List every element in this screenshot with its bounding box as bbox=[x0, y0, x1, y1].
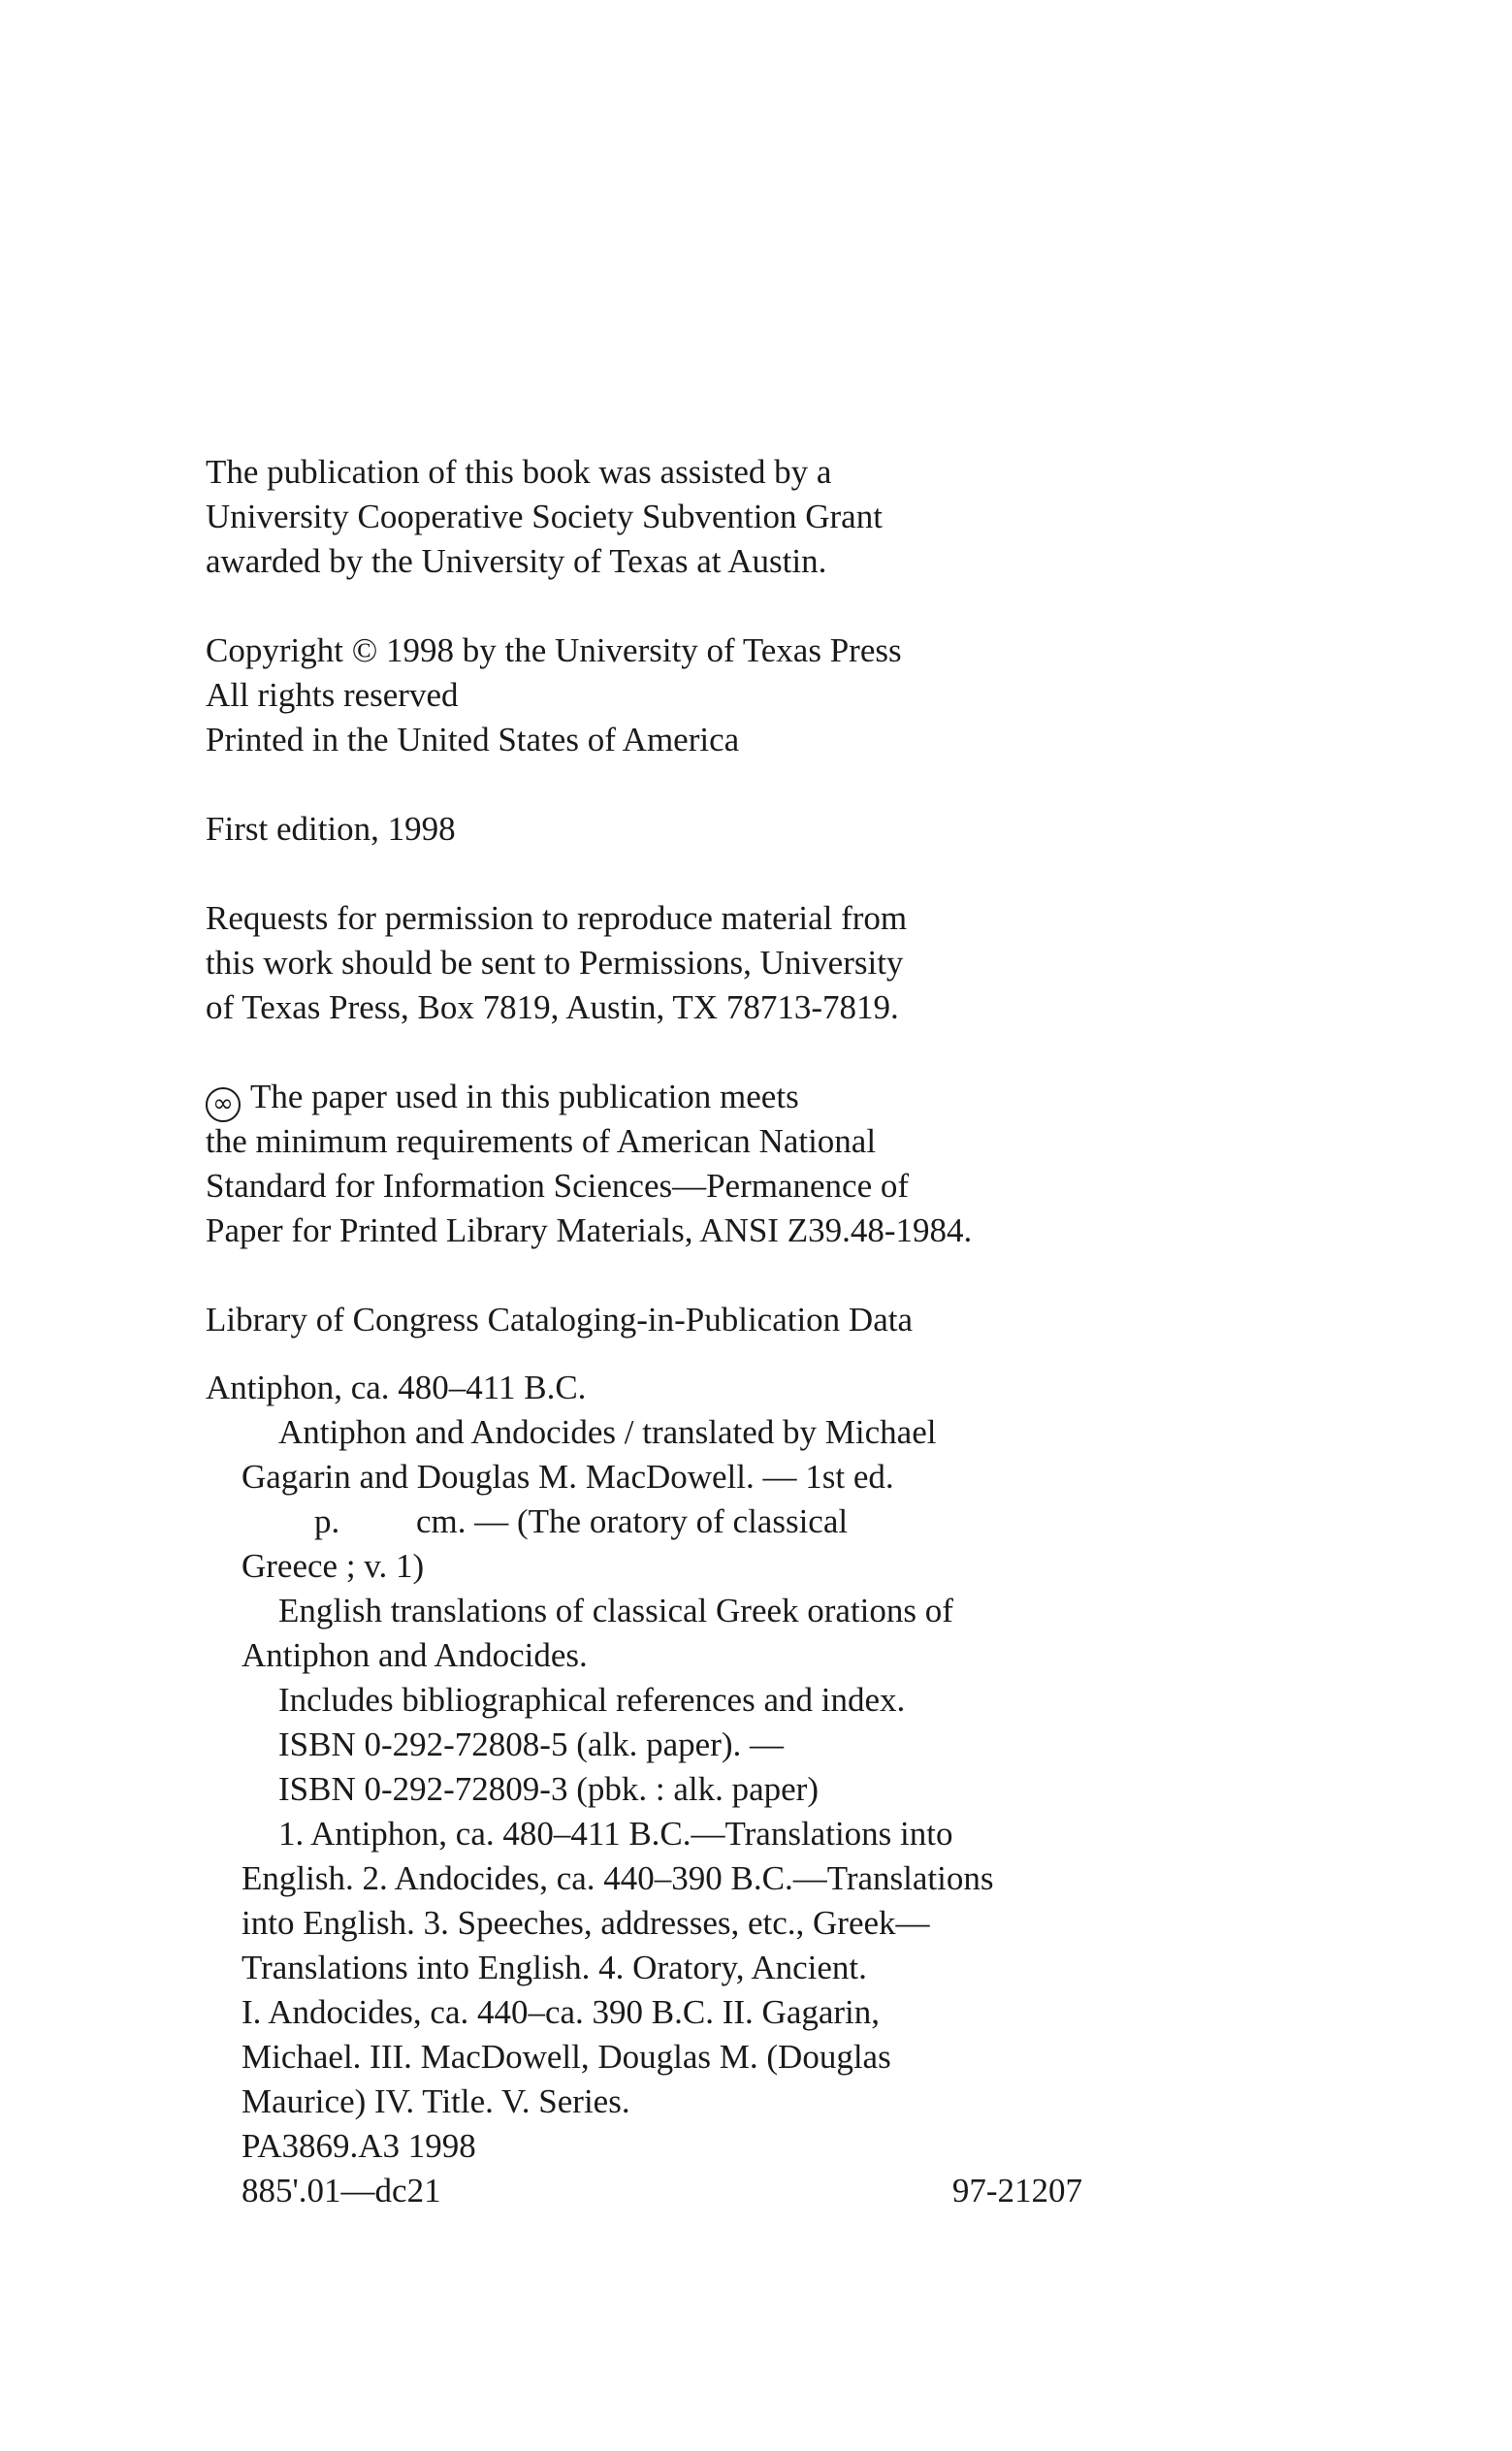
cip-heading: Library of Congress Cataloging-in-Publication Data bbox=[206, 1301, 914, 1338]
cip-subject: English. 2. Andocides, ca. 440–390 B.C.—Translations bbox=[241, 1859, 994, 1897]
infinity-symbol-icon: ∞ bbox=[206, 1087, 241, 1122]
cip-physical bbox=[206, 1500, 1292, 1544]
cip-note: English translations of classical Greek orations of bbox=[278, 1592, 953, 1629]
cip-subject: 1. Antiphon, ca. 480–411 B.C.—Translations into bbox=[278, 1815, 953, 1853]
grant-notice bbox=[206, 450, 1292, 584]
copyright-page bbox=[206, 450, 1292, 2213]
cip-physical-p: p. bbox=[314, 1502, 340, 1540]
cip-subject: Maurice) IV. Title. V. Series. bbox=[241, 2082, 630, 2120]
permissions-block bbox=[206, 896, 1292, 1030]
edition-line: First edition, 1998 bbox=[206, 810, 456, 848]
cip-subject: Translations into English. 4. Oratory, Ancient. bbox=[241, 1949, 867, 1986]
paper-notice-line: The paper used in this publication meets bbox=[250, 1078, 799, 1115]
cip-bibliography: Includes bibliographical references and index. bbox=[278, 1681, 906, 1719]
permissions-line: Requests for permission to reproduce material from bbox=[206, 899, 908, 937]
permissions-line: of Texas Press, Box 7819, Austin, TX 78713-7819. bbox=[206, 988, 899, 1026]
paper-notice bbox=[206, 1075, 1292, 1253]
cip-subject: I. Andocides, ca. 440–ca. 390 B.C. II. Gagarin, bbox=[241, 1993, 881, 2031]
cip-title: Antiphon and Andocides / translated by Michael bbox=[278, 1413, 937, 1451]
grant-line: University Cooperative Society Subvention Grant bbox=[206, 498, 883, 535]
permissions-line: this work should be sent to Permissions, University bbox=[206, 944, 904, 982]
cip-classification-row bbox=[206, 2169, 1082, 2213]
cip-lccn: 97-21207 bbox=[951, 2172, 1082, 2209]
rights-line: All rights reserved bbox=[206, 676, 459, 714]
cip-record bbox=[206, 1366, 1292, 2213]
cip-dewey: 885'.01—dc21 bbox=[241, 2172, 441, 2209]
cip-isbn: ISBN 0-292-72809-3 (pbk. : alk. paper) bbox=[278, 1770, 819, 1808]
cip-physical-rest: cm. — (The oratory of classical bbox=[416, 1502, 849, 1540]
copyright-line: Copyright © 1998 by the University of Texas Press bbox=[206, 631, 902, 669]
cip-isbn: ISBN 0-292-72808-5 (alk. paper). — bbox=[278, 1725, 785, 1763]
paper-notice-line: Standard for Information Sciences—Permanence of bbox=[206, 1167, 910, 1205]
grant-line: The publication of this book was assisted by a bbox=[206, 453, 832, 491]
cip-subject: Michael. III. MacDowell, Douglas M. (Douglas bbox=[241, 2038, 891, 2076]
cip-title: Gagarin and Douglas M. MacDowell. — 1st ed. bbox=[241, 1458, 894, 1496]
cip-lc-call-number: PA3869.A3 1998 bbox=[241, 2127, 476, 2165]
grant-line: awarded by the University of Texas at Austin. bbox=[206, 542, 827, 580]
cip-subject: into English. 3. Speeches, addresses, etc., Greek— bbox=[241, 1904, 930, 1942]
cip-note: Antiphon and Andocides. bbox=[241, 1636, 588, 1674]
copyright-block bbox=[206, 629, 1292, 762]
cip-author: Antiphon, ca. 480–411 B.C. bbox=[206, 1369, 587, 1406]
printed-line: Printed in the United States of America bbox=[206, 721, 740, 758]
cip-series: Greece ; v. 1) bbox=[241, 1547, 425, 1585]
paper-notice-line: Paper for Printed Library Materials, ANSI Z39.48-1984. bbox=[206, 1211, 973, 1249]
paper-notice-line: the minimum requirements of American National bbox=[206, 1122, 877, 1160]
